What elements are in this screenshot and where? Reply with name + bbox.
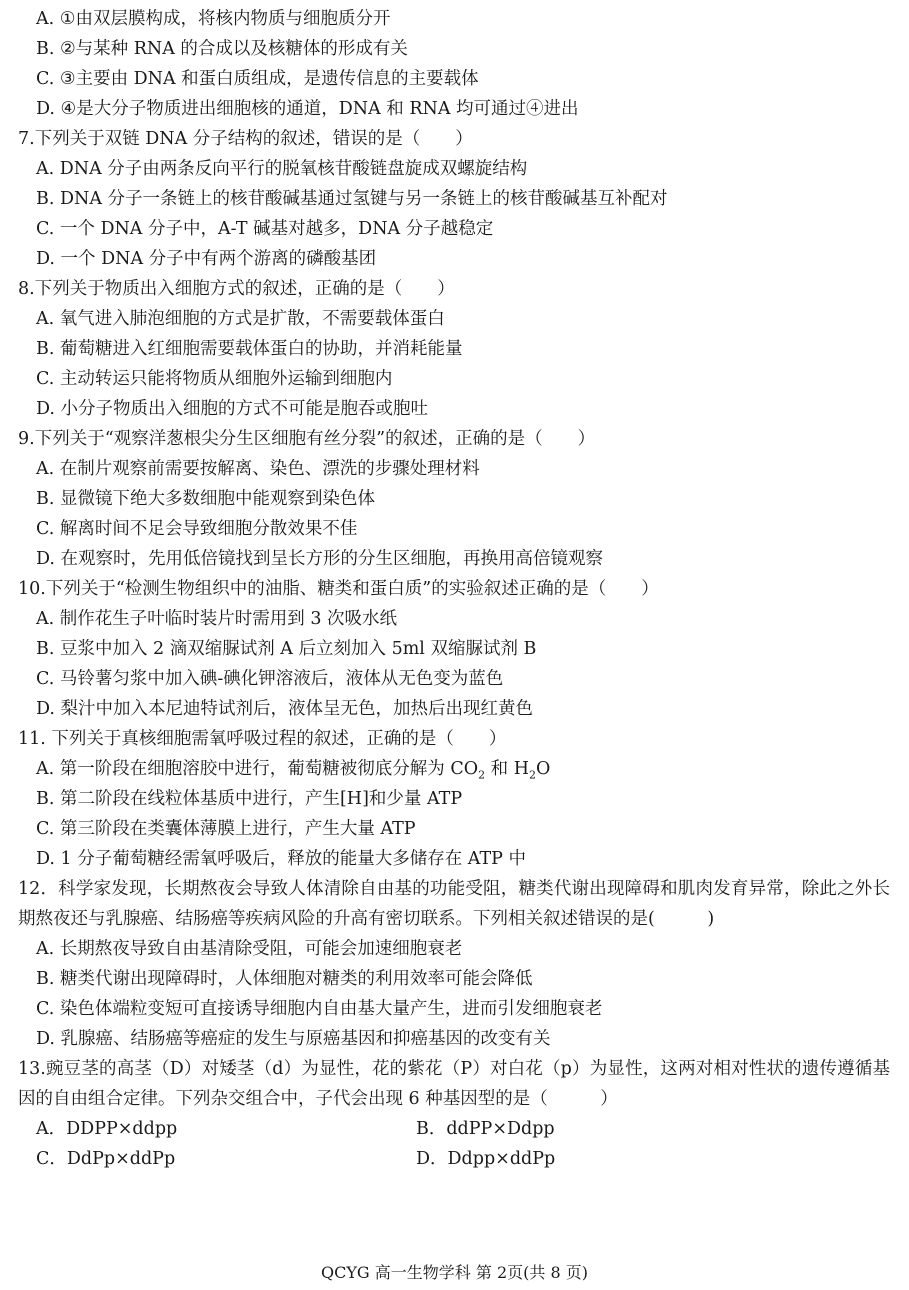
option-a: A. 氧气进入肺泡细胞的方式是扩散，不需要载体蛋白	[36, 309, 445, 329]
page-footer: QCYG 高一生物学科 第 2页(共 8 页)	[321, 1263, 588, 1282]
option-b: B. 第二阶段在线粒体基质中进行，产生[H]和少量 ATP	[36, 789, 463, 809]
option-c: C．DdPp×ddPp	[36, 1149, 176, 1169]
option-a: A. DNA 分子由两条反向平行的脱氧核苷酸链盘旋成双螺旋结构	[36, 159, 528, 179]
question-10	[18, 574, 890, 724]
option-b: B．ddPP×Ddpp	[416, 1119, 555, 1139]
option-d: D. 一个 DNA 分子中有两个游离的磷酸基团	[36, 249, 377, 269]
option-a-text-mid: 和 H	[485, 759, 529, 779]
option-a-text: A. 第一阶段在细胞溶胶中进行，葡萄糖被彻底分解为 CO	[36, 759, 479, 779]
question-stem: 10.下列关于“检测生物组织中的油脂、糖类和蛋白质”的实验叙述正确的是（ ）	[18, 579, 659, 599]
option-row-2	[18, 1144, 890, 1174]
question-stem: 11. 下列关于真核细胞需氧呼吸过程的叙述，正确的是（ ）	[18, 729, 507, 749]
question-stem: 9.下列关于“观察洋葱根尖分生区细胞有丝分裂”的叙述，正确的是（ ）	[18, 429, 596, 449]
option-b: B. 葡萄糖进入红细胞需要载体蛋白的协助，并消耗能量	[36, 339, 463, 359]
exam-page-content	[18, 4, 890, 1174]
co2-subscript: 2	[478, 768, 486, 782]
option-c: C. 第三阶段在类囊体薄膜上进行，产生大量 ATP	[36, 819, 416, 839]
question-11	[18, 724, 890, 874]
question-13	[18, 1054, 890, 1174]
question-6-options	[18, 4, 890, 124]
option-a: A．DDPP×ddpp	[36, 1119, 178, 1139]
option-a-text-end: O	[535, 759, 551, 779]
option-d: D. 小分子物质出入细胞的方式不可能是胞吞或胞吐	[36, 399, 429, 419]
option-d: D. 1 分子葡萄糖经需氧呼吸后，释放的能量大多储存在 ATP 中	[36, 849, 526, 869]
option-b: B. 显微镜下绝大多数细胞中能观察到染色体	[36, 489, 375, 509]
option-a: A. ①由双层膜构成，将核内物质与细胞质分开	[36, 9, 391, 29]
option-c: C. 染色体端粒变短可直接诱导细胞内自由基大量产生，进而引发细胞衰老	[36, 999, 603, 1019]
option-row-1	[18, 1114, 890, 1144]
option-c: C. 一个 DNA 分子中，A-T 碱基对越多，DNA 分子越稳定	[36, 219, 494, 239]
question-stem: 7.下列关于双链 DNA 分子结构的叙述，错误的是（ ）	[18, 129, 473, 149]
option-b: B. DNA 分子一条链上的核苷酸碱基通过氢键与另一条链上的核苷酸碱基互补配对	[36, 189, 668, 209]
option-c: C. 解离时间不足会导致细胞分散效果不佳	[36, 519, 358, 539]
option-c: C. 主动转运只能将物质从细胞外运输到细胞内	[36, 369, 393, 389]
question-stem: 12．科学家发现，长期熬夜会导致人体清除自由基的功能受阻，糖类代谢出现障碍和肌肉发育异常，除此之外长期熬夜还与乳腺癌、结肠癌等疾病风险的升高有密切联系。下列相关叙述错误的是( )	[18, 879, 890, 929]
question-9	[18, 424, 890, 574]
option-a: A. 制作花生子叶临时装片时需用到 3 次吸水纸	[36, 609, 398, 629]
option-b: B. ②与某种 RNA 的合成以及核糖体的形成有关	[36, 39, 408, 59]
question-8	[18, 274, 890, 424]
option-b: B. 豆浆中加入 2 滴双缩脲试剂 A 后立刻加入 5ml 双缩脲试剂 B	[36, 639, 537, 659]
option-c: C. ③主要由 DNA 和蛋白质组成，是遗传信息的主要载体	[36, 69, 479, 89]
option-d: D. 乳腺癌、结肠癌等癌症的发生与原癌基因和抑癌基因的改变有关	[36, 1029, 551, 1049]
question-stem: 13.豌豆茎的高茎（D）对矮茎（d）为显性，花的紫花（P）对白花（p）为显性，这两对相对性状的遗传遵循基因的自由组合定律。下列杂交组合中，子代会出现 6 种基因型的是（ ）	[18, 1059, 890, 1109]
option-c: C. 马铃薯匀浆中加入碘-碘化钾溶液后，液体从无色变为蓝色	[36, 669, 504, 689]
option-a	[18, 754, 890, 784]
option-d: D. 在观察时，先用低倍镜找到呈长方形的分生区细胞，再换用高倍镜观察	[36, 549, 604, 569]
option-a: A. 在制片观察前需要按解离、染色、漂洗的步骤处理材料	[36, 459, 480, 479]
option-d: D. ④是大分子物质进出细胞核的通道，DNA 和 RNA 均可通过④进出	[36, 99, 579, 119]
option-d: D. 梨汁中加入本尼迪特试剂后，液体呈无色，加热后出现红黄色	[36, 699, 534, 719]
option-b: B. 糖类代谢出现障碍时，人体细胞对糖类的利用效率可能会降低	[36, 969, 533, 989]
option-d: D．Ddpp×ddPp	[416, 1149, 556, 1169]
question-7	[18, 124, 890, 274]
question-12	[18, 874, 890, 1054]
option-a: A. 长期熬夜导致自由基清除受阻，可能会加速细胞衰老	[36, 939, 463, 959]
h2o-subscript: 2	[528, 768, 536, 782]
question-stem: 8.下列关于物质出入细胞方式的叙述，正确的是（ ）	[18, 279, 455, 299]
